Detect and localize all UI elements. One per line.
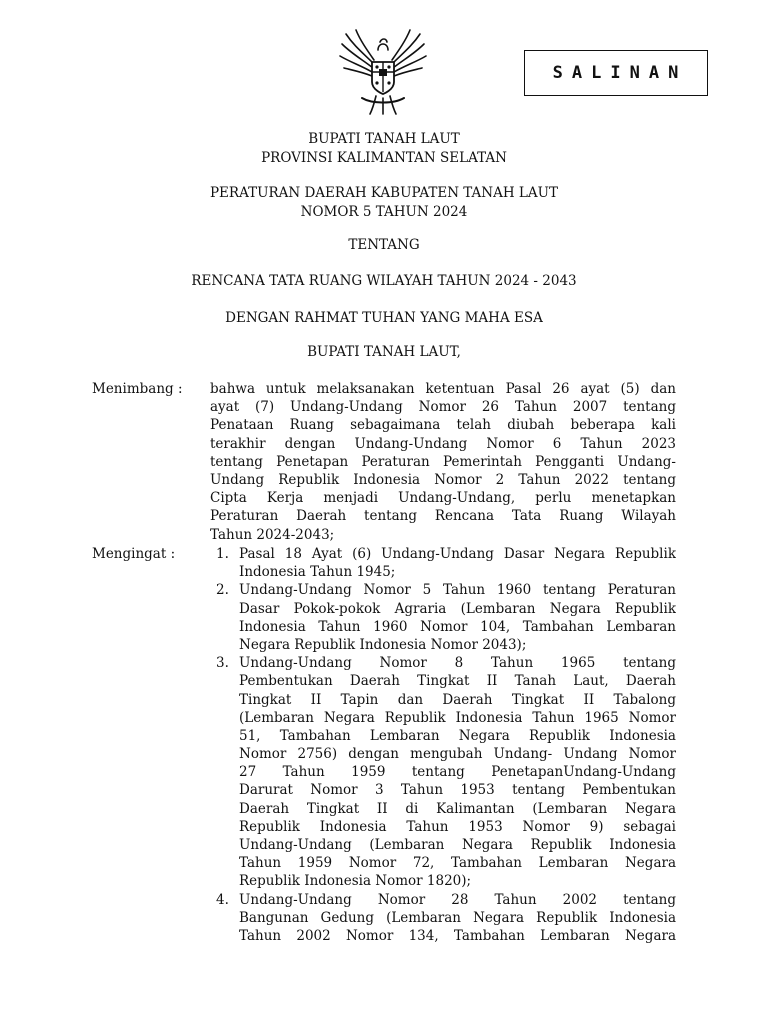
menimbang-line: terakhir dengan Undang-Undang Nomor 6 Tahun 2023 <box>210 435 676 452</box>
menimbang-line: Undang Republik Indonesia Nomor 2 Tahun 2022 tentang <box>210 471 676 488</box>
list-item <box>210 545 676 581</box>
list-item-line: 27 Tahun 1959 tentang PenetapanUndang-Undang <box>239 764 676 781</box>
list-item-line: Undang-Undang Nomor 8 Tahun 1965 tentang <box>239 655 676 672</box>
list-item-line: Republik Indonesia Nomor 1820); <box>239 873 472 890</box>
regulation-title <box>0 184 768 222</box>
list-item-line: Tahun 1959 Nomor 72, Tambahan Lembaran Negara <box>239 855 676 872</box>
list-item-line: Nomor 2756) dengan mengubah Undang- Undang Nomor <box>239 746 676 763</box>
menimbang-text <box>210 380 676 544</box>
preamble-bupati: BUPATI TANAH LAUT, <box>307 344 461 360</box>
mengingat-list <box>210 545 676 945</box>
preamble-rahmat: DENGAN RAHMAT TUHAN YANG MAHA ESA <box>225 310 543 326</box>
list-item-line: Undang-Undang Nomor 5 Tahun 1960 tentang Peraturan <box>239 582 676 599</box>
list-item-line: Indonesia Tahun 1960 Nomor 104, Tambahan Lembaran <box>239 618 676 635</box>
list-item-line: Tingkat II Tapin dan Daerah Tingkat II Tabalong <box>239 691 676 708</box>
menimbang-line: Peraturan Daerah tentang Rencana Tata Ruang Wilayah <box>210 508 676 525</box>
list-item <box>210 891 676 946</box>
list-item-line: Indonesia Tahun 1945; <box>239 564 396 581</box>
regulation-number: NOMOR 5 TAHUN 2024 <box>300 204 468 220</box>
header-authority <box>0 130 768 168</box>
list-item-line: 51, Tambahan Lembaran Negara Republik Indonesia <box>239 727 676 744</box>
menimbang-line: bahwa untuk melaksanakan ketentuan Pasal 26 ayat (5) dan <box>210 381 676 397</box>
mengingat-label: Mengingat : <box>92 546 176 562</box>
list-item-number: 2. <box>216 582 229 599</box>
list-item-line: Undang-Undang Nomor 28 Tahun 2002 tentang <box>239 891 676 908</box>
list-item-line: Tahun 2002 Nomor 134, Tambahan Lembaran Negara <box>239 927 676 944</box>
list-item-line: (Lembaran Negara Republik Indonesia Tahun 1965 Nomor <box>239 709 676 726</box>
list-item-line: Pembentukan Daerah Tingkat II Tanah Laut, Daerah <box>239 673 676 690</box>
header-line-bupati: BUPATI TANAH LAUT <box>308 131 460 147</box>
list-item-line: Undang-Undang (Lembaran Negara Republik Indonesia <box>239 837 676 853</box>
list-item-line: Bangunan Gedung (Lembaran Negara Republik Indonesia <box>239 909 676 926</box>
list-item <box>210 654 676 890</box>
list-item-line: Daerah Tingkat II di Kalimantan (Lembaran Negara <box>239 800 676 817</box>
menimbang-label: Menimbang : <box>92 381 183 397</box>
tentang-heading: TENTANG <box>348 237 420 253</box>
list-item-line: Negara Republik Indonesia Nomor 2043); <box>239 636 527 653</box>
list-item-number: 4. <box>216 891 229 908</box>
garuda-emblem-icon <box>336 24 430 118</box>
list-item-line: Darurat Nomor 3 Tahun 1953 tentang Pembentukan <box>239 782 676 799</box>
list-item-line: Pasal 18 Ayat (6) Undang-Undang Dasar Negara Republik <box>239 546 676 562</box>
menimbang-line: Penataan Ruang sebagaimana telah diubah beberapa kali <box>210 417 676 434</box>
salinan-stamp: SALINAN <box>524 50 708 96</box>
list-item-line: Republik Indonesia Tahun 1953 Nomor 9) sebagai <box>239 818 676 835</box>
list-item <box>210 581 676 654</box>
list-item-line: Dasar Pokok-pokok Agraria (Lembaran Negara Republik <box>239 600 676 617</box>
menimbang-line: ayat (7) Undang-Undang Nomor 26 Tahun 2007 tentang <box>210 399 676 416</box>
menimbang-line: Tahun 2024-2043; <box>210 526 335 543</box>
header-line-provinsi: PROVINSI KALIMANTAN SELATAN <box>261 150 507 166</box>
menimbang-line: Cipta Kerja menjadi Undang-Undang, perlu menetapkan <box>210 490 676 507</box>
regulation-subject: RENCANA TATA RUANG WILAYAH TAHUN 2024 - 2043 <box>191 273 577 289</box>
menimbang-line: tentang Penetapan Peraturan Pemerintah Pengganti Undang- <box>210 453 676 470</box>
list-item-number: 3. <box>216 655 229 672</box>
regulation-name: PERATURAN DAERAH KABUPATEN TANAH LAUT <box>209 185 559 201</box>
list-item-number: 1. <box>216 546 229 562</box>
